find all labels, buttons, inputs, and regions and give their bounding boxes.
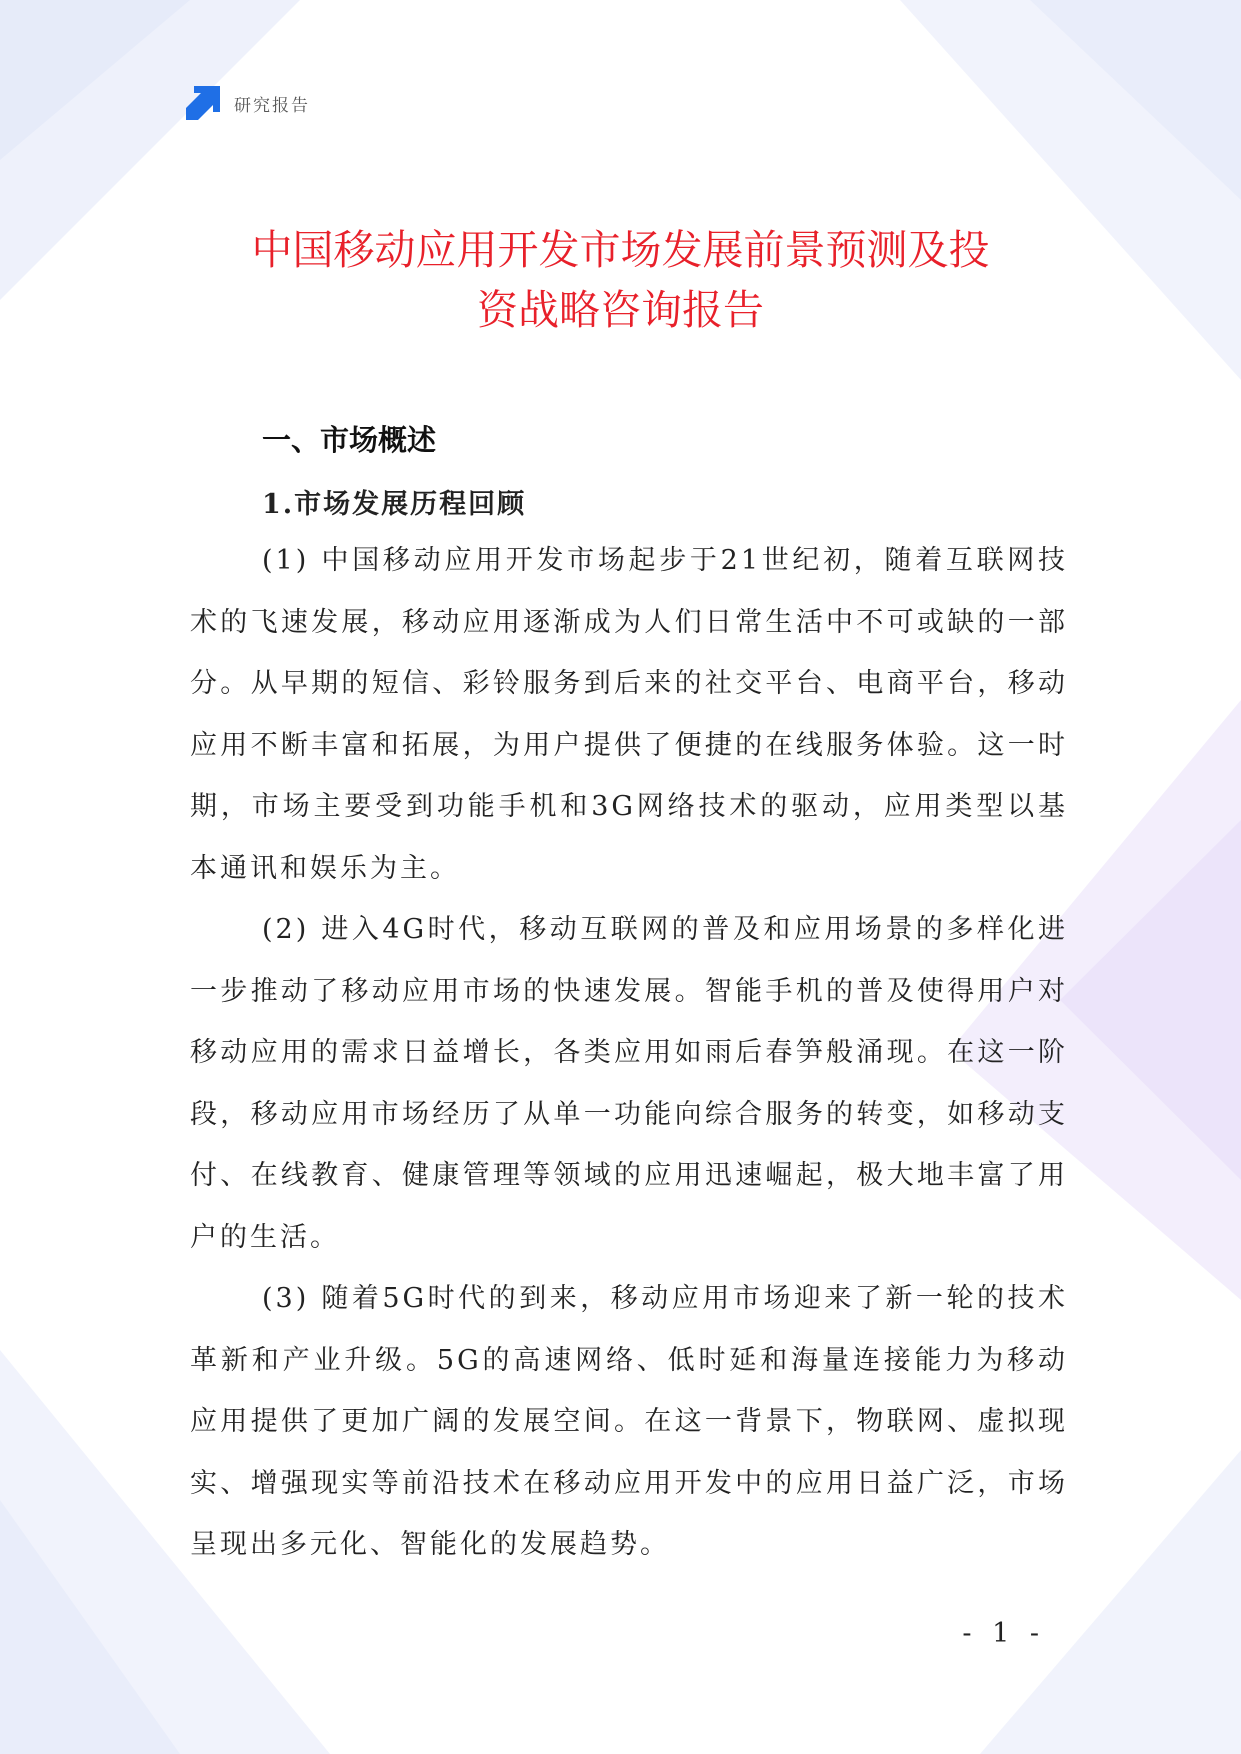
paragraph: (1) 中国移动应用开发市场起步于21世纪初，随着互联网技术的飞速发展，移动应用逐渐成为人们日常生活中不可或缺的一部分。从早期的短信、彩铃服务到后来的社交平台、电商平台，移动应用不断丰富和拓展，为用户提供了便捷的在线服务体验。这一时期，市场主要受到功能手机和3G网络技术的驱动，应用类型以基本通讯和娱乐为主。 [190, 545, 1068, 884]
section-heading: 一、市场概述 [262, 423, 437, 457]
document-title [150, 220, 1091, 340]
paragraph: (3) 随着5G时代的到来，移动应用市场迎来了新一轮的技术革新和产业升级。5G的高速网络、低时延和海量连接能力为移动应用提供了更加广阔的发展空间。在这一背景下，物联网、虚拟现实、增强现实等前沿技术在移动应用开发中的应用日益广泛，市场呈现出多元化、智能化的发展趋势。 [190, 1283, 1068, 1560]
subsection-heading: 1.市场发展历程回顾 [262, 489, 527, 520]
paragraph: (2) 进入4G时代，移动互联网的普及和应用场景的多样化进一步推动了移动应用市场的快速发展。智能手机的普及使得用户对移动应用的需求日益增长，各类应用如雨后春笋般涌现。在这一阶段，移动应用市场经历了从单一功能向综合服务的转变，如移动支付、在线教育、健康管理等领域的应用迅速崛起，极大地丰富了用户的生活。 [190, 914, 1068, 1253]
title-line-1: 中国移动应用开发市场发展前景预测及投 [251, 226, 990, 274]
body-text [190, 530, 1068, 1576]
arrow-up-right-icon [186, 86, 220, 120]
header-label: 研究报告 [234, 95, 310, 116]
report-header [186, 86, 310, 120]
title-line-2: 资战略咨询报告 [477, 286, 764, 334]
page-number: - 1 - [962, 1618, 1045, 1649]
